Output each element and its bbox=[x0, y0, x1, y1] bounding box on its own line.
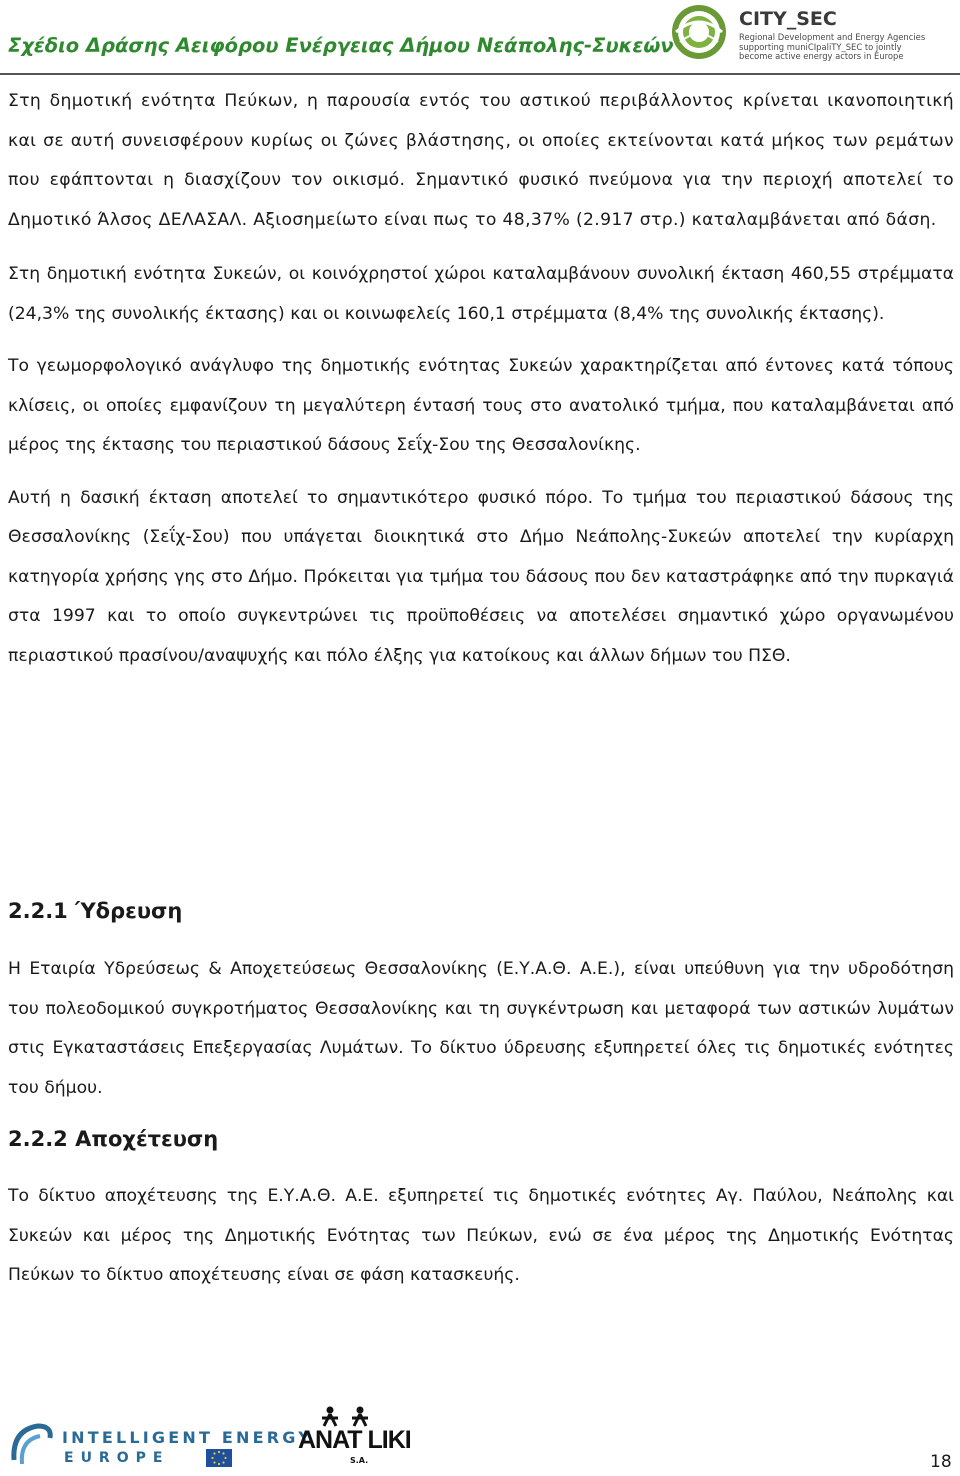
paragraph-geomorphology: Το γεωμορφολογικό ανάγλυφο της δημοτικής ενότητας Συκεών χαρακτηρίζεται από έντονες κατά τόπους κλίσεις, οι οποίες εμφανίζουν τη μεγαλύτερη έντασή τους στο ανατολικό τμήμα, που καταλαμβάνεται από μέρος της έκτασης του περιαστικού δάσους Σεΐχ-Σου της Θεσσαλονίκης. bbox=[8, 356, 954, 455]
anatoliki-logo-sa: S.A. bbox=[350, 1456, 369, 1465]
paragraph-forest: Αυτή η δασική έκταση αποτελεί το σημαντικότερο φυσικό πόρο. Το τμήμα του περιαστικού δάσους της Θεσσαλονίκης (Σεΐχ-Σου) που υπάγεται διοικητικά στο Δήμο Νεάπολης-Συκεών αποτελεί την κυρίαρχη κατηγορία χρήσης γης στο Δήμο. Πρόκειται για τμήμα του δάσους που δεν καταστράφηκε από την πυρκαγιά στα 1997 και το οποίο συγκεντρώνει τις προϋποθέσεις να αποτελέσει σημαντικό χώρο οργανωμένου περιαστικού πρασίνου/αναψυχής και πόλο έλξης για κατοίκους και άλλων δήμων του ΠΣΘ. bbox=[8, 487, 954, 666]
body-text bbox=[8, 82, 954, 676]
iee-swirl-icon bbox=[8, 1420, 56, 1470]
paragraph-water-supply: Η Εταιρία Υδρεύσεως & Αποχετεύσεως Θεσσαλονίκης (Ε.Υ.Α.Θ. Α.Ε.), είναι υπεύθυνη για την υδροδότηση του πολεοδομικού συγκροτήματος Θεσσαλονίκης και τη συγκέντρωση και μεταφορά των αστικών λυμάτων στις Εγκαταστάσεις Επεξεργασίας Λυμάτων. Το δίκτυο ύδρευσης εξυπηρετεί όλες τις δημοτικές ενότητες του δήμου. bbox=[8, 959, 954, 1098]
city-sec-logo bbox=[666, 2, 956, 68]
paragraph-sewerage: Το δίκτυο αποχέτευσης της Ε.Υ.Α.Θ. Α.Ε. εξυπηρετεί τις δημοτικές ενότητες Αγ. Παύλου, Νεάπολης και Συκεών και μέρος της Δημοτικής Ενότητας των Πεύκων, ενώ σε ένα μέρος της Δημοτικής Ενότητας Πεύκων το δίκτυο αποχέτευσης είναι σε φάση κατασκευής. bbox=[8, 1186, 954, 1285]
paragraph-sykeon-areas: Στη δημοτική ενότητα Συκεών, οι κοινόχρηστοί χώροι καταλαμβάνουν συνολική έκταση 460,55 στρέμματα (24,3% της συνολικής έκτασης) και οι κοινωφελείς 160,1 στρέμματα (8,4% της συνολικής έκτασης). bbox=[8, 264, 954, 324]
intelligent-energy-europe-logo bbox=[8, 1418, 314, 1474]
city-sec-tagline-1: Regional Development and Energy Agencies bbox=[739, 32, 926, 42]
section-heading-sewerage: 2.2.2 Αποχέτευση bbox=[8, 1127, 219, 1151]
paragraph-peukon: Στη δημοτική ενότητα Πεύκων, η παρουσία εντός του αστικού περιβάλλοντος κρίνεται ικανοποιητική και σε αυτή συνεισφέρουν κυρίως οι ζώνες βλάστησης, οι οποίες εκτείνονται κατά μήκος των ρεμάτων που εφάπτονται η διασχίζουν τον οικισμό. Σημαντικό φυσικό πνεύμονα για την περιοχή αποτελεί το Δημοτικό Άλσος ΔΕΛΑΣΑΛ. Αξιοσημείωτο είναι πως το 48,37% (2.917 στρ.) καταλαμβάνεται από δάση. bbox=[8, 91, 954, 230]
iee-logo-line-1: INTELLIGENT ENERGY bbox=[62, 1428, 314, 1447]
document-title: Σχέδιο Δράσης Αειφόρου Ενέργειας Δήμου Νεάπολης-Συκεών bbox=[8, 34, 674, 57]
eu-flag-icon bbox=[206, 1449, 232, 1467]
city-sec-tagline-3: become active energy actors in Europe bbox=[739, 51, 904, 61]
city-sec-logo-title: CITY_SEC bbox=[739, 8, 837, 30]
anatoliki-logo bbox=[298, 1406, 414, 1472]
page-number: 18 bbox=[930, 1452, 952, 1472]
iee-logo-line-2: EUROPE bbox=[64, 1450, 170, 1466]
page-header bbox=[0, 0, 960, 76]
city-sec-tagline-2: supporting muniCIpaliTY_SEC to jointly bbox=[739, 41, 902, 52]
anatoliki-figures-icon bbox=[318, 1406, 378, 1428]
header-divider bbox=[0, 73, 960, 75]
anatoliki-logo-text: ANAT LIKI bbox=[298, 1426, 411, 1454]
city-sec-emblem-icon bbox=[666, 2, 732, 62]
section-heading-water-supply: 2.2.1 Ύδρευση bbox=[8, 899, 183, 923]
